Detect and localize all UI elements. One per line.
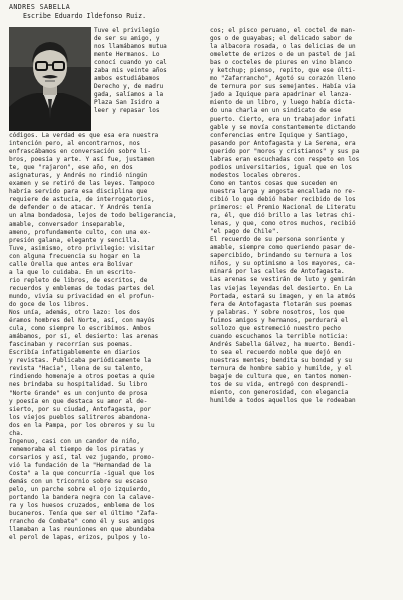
text-line: pasando por Antofagasta y La Serena, era (210, 139, 356, 147)
text-line: lenas, y que, como otros muchos, recibió (210, 220, 356, 228)
text-line: revista "Hacia", llena de su talento, (9, 365, 144, 373)
text-line: cos; el pisco peruano, el coctel de man- (210, 27, 356, 34)
text-line: gada, salíamos a la (94, 91, 164, 99)
text-line: omelette de erizos o de un pastel de jai (210, 51, 356, 59)
text-line: ra, él, que dió brillo a las letras chi- (210, 212, 356, 220)
text-column-beside-photo (94, 27, 194, 116)
text-line: nos llamábamos mutua (94, 43, 167, 51)
text-line: conocí cuando yo cal (94, 59, 167, 67)
text-line: amable, conversador inseparable, (9, 220, 126, 228)
text-line: asignaturas, y Andrés no rindió ningún (9, 172, 148, 180)
text-line: Las arenas se vestirán de luto y gemirán (210, 276, 356, 284)
text-line: niños, y su optimismo a los mayores, ca- (210, 260, 356, 268)
text-line: Tuve el privilegio (94, 27, 160, 34)
text-line: demás con un tricornio sobre su escaso (9, 478, 148, 486)
text-line: códigos. La verdad es que esa era nuestra (9, 132, 159, 139)
text-line: amábamos, por sí, el desierto: las arenas (9, 333, 159, 341)
text-line: Costa" a la que concurría -igual que los (9, 469, 155, 477)
text-line: bas o cocteles de piures en vino blanco (210, 59, 352, 67)
text-line: sollozo que estremeció nuestro pecho (210, 324, 342, 332)
text-line: miento, con generosidad, con elegancia (210, 389, 349, 397)
text-line: podios universitarios, igual que en los (210, 163, 352, 171)
text-line: modestos locales obreros. (210, 171, 302, 179)
text-line: los viejos pueblos salitreros abandona- (9, 413, 151, 421)
text-line: habría servido para esa disciplina que (9, 188, 148, 196)
text-line: el perol de lapas, erizos, pulpos y lo- (9, 534, 151, 542)
text-line: mundo, vivía su privacidad en el profun- (9, 292, 155, 300)
text-line: nes brindaba su hospitalidad. Su libro (9, 381, 148, 389)
text-line: llamaban a las reuniones en que abundaba (9, 526, 155, 534)
text-line: "Norte Grande" es un conjunto de prosa (9, 389, 148, 397)
text-line: nuestra larga y angosta encallada no re- (210, 187, 356, 195)
text-line: bagaje de cultura que, en tantos momen- (210, 373, 352, 381)
portrait-photo-graphic (9, 27, 91, 131)
text-line: cibió lo que debió haber recibido de los (210, 195, 356, 203)
text-line: y ketchup; pienso, repito, que ese últi- (210, 67, 356, 75)
text-line: to sea el recuerdo noble que dejó en (210, 348, 342, 356)
article-byline: Escribe Eduardo Ildefonso Ruiz. (23, 12, 147, 20)
text-line: las viejas leyendas del desierto. En La (210, 284, 352, 292)
text-line: Ingenuo, casi con un candor de niño, (9, 437, 141, 445)
text-line: mente Hermanos. Lo (94, 51, 160, 59)
text-line: calle Orella que antes era Bolívar (9, 260, 133, 268)
text-line: rindiendo homenaje a otros poetas a quie (9, 373, 155, 381)
text-line: examen y se retiró de las leyes. Tampoco (9, 180, 155, 188)
text-line: jado a Iquique para apadrinar el lanza- (210, 91, 352, 99)
text-line: Andrés Sabella Gálvez, ha muerto. Bendi- (210, 340, 356, 348)
text-line: nuestras mentes; bendita su bondad y su (210, 356, 352, 364)
text-line: minará por las calles de Antofagasta. (210, 268, 345, 276)
text-line: primeros: el Premio Nacional de Literatu (210, 204, 356, 212)
text-line: leer y repasar los (94, 107, 160, 115)
text-line: Nos unía, además, otro lazo: los dos (9, 309, 141, 317)
text-line: gable y se movía constantemente dictando (210, 123, 356, 131)
text-line: requiere de astucia, de interrogatorios, (9, 196, 155, 204)
text-line: corsarios y así, tal vez jugando, promo- (9, 453, 155, 461)
text-line: enfrascábamos en conversación sobre li- (9, 148, 151, 156)
text-line: "el pago de Chile". (210, 228, 280, 236)
text-line: El recuerdo de su persona sonriente y (210, 236, 345, 244)
text-line: intención pero, al encontrarnos, nos (9, 140, 141, 148)
text-column-right (210, 27, 400, 405)
text-line: Plaza San Isidro a (94, 99, 160, 107)
text-line: mo "Zafarrancho", Agotó su corazón lleno (210, 75, 356, 83)
text-line: a la que lo cuidaba. En un escrito- (9, 268, 137, 276)
text-line: sapercibido, brindando su ternura a los (210, 252, 352, 260)
text-line: presión galana, elegante y sencilla. (9, 236, 141, 244)
text-line: cula, como siempre lo escribimos. Ambos (9, 325, 151, 333)
text-line: de defender o de atacar. Y Andrés tenía (9, 204, 151, 212)
text-line: querido por "moros y cristianos" y sus pa (210, 147, 360, 155)
text-line: sierto, por su ciudad, Antofagasta, por (9, 405, 151, 413)
text-line: vió la fundación de la "Hermandad de la (9, 461, 151, 469)
text-line: un alma bondadosa, lejos de todo beligerancia, (9, 212, 177, 220)
text-line: Tuve, asimismo, otro privilegio: visitar (9, 244, 155, 252)
text-line: la albacora rosada, o las delicias de un (210, 43, 356, 51)
text-line: rememoraba el tiempo de los piratas y (9, 445, 144, 453)
text-line: miento de un libro, y luego había dicta- (210, 99, 356, 107)
author-name-heading: ANDRES SABELLA (9, 3, 71, 11)
text-line: cha. (9, 429, 24, 437)
text-line: zaba mis veinte años (94, 67, 167, 75)
text-line: ternura de hombre sabio y humilde, y el (210, 364, 352, 372)
text-line: éramos hombres del Norte, así, con mayús (9, 317, 155, 325)
text-line: y poesía en que destaca su amor al de- (9, 397, 148, 405)
text-line: Escribía infatigablemente en diarios (9, 349, 141, 357)
text-line: fascinaban y recorrían sus poemas. (9, 341, 133, 349)
text-line: fuimos amigos y hermanos, perdurará el (210, 316, 349, 324)
text-line: rio repleto de libros, de escritos, de (9, 276, 148, 284)
text-line: conferencias entre Iquique y Santiago, (210, 131, 349, 139)
text-line: ameno, profundamente culto, con una ex- (9, 228, 151, 236)
author-portrait-photo (9, 27, 91, 131)
text-line: dos en la Pampa, por los obreros y su lu (9, 421, 155, 429)
text-line: bucaneros. Tenía que ser el último "Zafa- (9, 510, 159, 518)
text-line: rrancho de Combate" como él y sus amigos (9, 518, 155, 526)
text-line: amable, siempre como queriendo pasar de- (210, 244, 356, 252)
text-line: cuando escuchamos la terrible noticia: (210, 332, 349, 340)
text-line: y revistas. Publicaba periódicamente la (9, 357, 151, 365)
text-line: do una charla en un sindicato de ese (210, 107, 342, 115)
text-line: Derecho y, de madru (94, 83, 164, 91)
text-line: fera de Antofagasta flotarán sus poemas (210, 300, 352, 308)
text-line: y palabras. Y sobre nosotros, los que (210, 308, 345, 316)
text-line: portando la bandera negra con la calave- (9, 494, 155, 502)
text-line: Como en tantos cosas que suceden en (210, 179, 338, 187)
text-line: do goce de los libros. (9, 300, 90, 308)
text-line: humilde a todos aquellos que le rodeaban (210, 397, 356, 405)
text-line: de ser su amigo, y (94, 35, 160, 43)
text-line: de ternura por sus semejantes. Había via (210, 83, 356, 91)
text-line: recuerdos y emblemas de todas partes del (9, 284, 155, 292)
text-line: ra y los huesos cruzados, emblema de los (9, 502, 155, 510)
text-line: con alguna frecuencia su hogar en la (9, 252, 141, 260)
text-line: pelo, un parche sobre el ojo izquierdo, (9, 486, 151, 494)
text-line: Portada, estará su imagen, y en la atmós (210, 292, 356, 300)
text-line: ambos estudiábamos (94, 75, 160, 83)
text-line: gos o de guayabas; el delicado sabor de (210, 35, 352, 43)
text-line: puerto. Cierto, era un trabajador infati (210, 115, 356, 123)
text-line: labras eran escuchadas con respeto en los (210, 155, 360, 163)
text-line: te, que "rajaron", ese año, en dos (9, 164, 133, 172)
text-line: bros, poesía y arte. Y así fue, justamen (9, 156, 155, 164)
text-line: tos de su vida, entregó con desprendi- (210, 381, 349, 389)
text-column-left (9, 132, 196, 542)
